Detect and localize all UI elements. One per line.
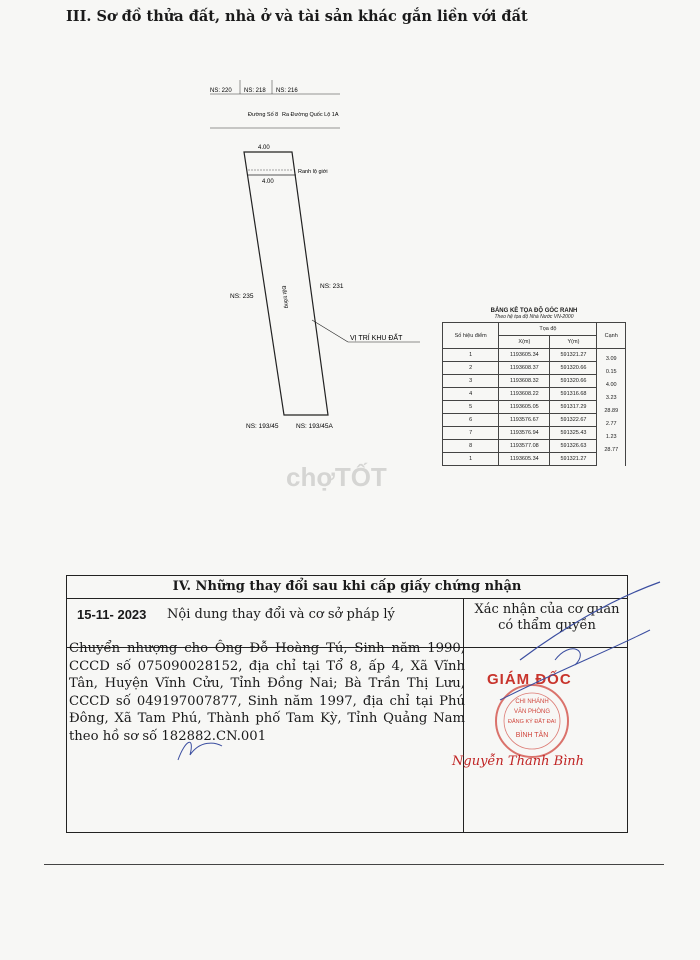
coord-cell-y: 591320.66 [550, 375, 597, 388]
coord-cell-y: 591320.66 [550, 362, 597, 375]
coord-cell-p: 2 [443, 362, 499, 375]
coord-cell-x: 1193608.37 [499, 362, 550, 375]
coord-row [443, 388, 626, 401]
coord-cell-edge: 0.15 [597, 362, 626, 375]
boundary-label: Ranh lộ giới [298, 169, 328, 175]
col-y: Y(m) [550, 336, 597, 349]
neighbor-top-2: NS: 218 [244, 88, 266, 94]
coord-cell-edge: 2.77 [597, 414, 626, 427]
coord-cell-x: 1193608.32 [499, 375, 550, 388]
coord-cell-p: 3 [443, 375, 499, 388]
bottom-right-neighbor: NS: 193/45A [296, 423, 333, 430]
location-label: VỊ TRÍ KHU ĐẤT [350, 335, 403, 342]
col-x: X(m) [499, 336, 550, 349]
coord-row [443, 440, 626, 453]
coord-row [443, 427, 626, 440]
stamp-line-4: BÌNH TÂN [515, 732, 549, 739]
coord-cell-x: 1193577.08 [499, 440, 550, 453]
coord-cell-x: 1193576.94 [499, 427, 550, 440]
coord-row [443, 414, 626, 427]
section3-title: III. Sơ đồ thửa đất, nhà ở và tài sản khác gắn liền với đất [66, 8, 528, 25]
stamp-line-2: VĂN PHÒNG [513, 709, 551, 715]
left-neighbor: NS: 235 [230, 293, 254, 300]
coord-cell-y: 591316.68 [550, 388, 597, 401]
coord-row [443, 453, 626, 466]
coord-cell-y: 591326.63 [550, 440, 597, 453]
coord-cell-edge [597, 453, 626, 466]
col-edge: Cạnh [597, 323, 626, 349]
road-direction: Ra Đường Quốc Lộ 1A [282, 112, 339, 118]
confirm-header: Xác nhận của cơ quan có thẩm quyền [474, 602, 620, 633]
coordinate-table [442, 308, 626, 466]
coord-table-title: BẢNG KÊ TỌA ĐỘ GÓC RANH [490, 308, 578, 314]
signer-name: Nguyễn Thanh Bình [452, 754, 585, 769]
stamp-title: GIÁM ĐỐC [487, 671, 572, 688]
coord-cell-p: 5 [443, 401, 499, 414]
coord-cell-p: 1 [443, 453, 499, 466]
stamp-line-3: ĐĂNG KÝ ĐẤT ĐAI [508, 719, 556, 725]
land-label: Đất trống [280, 285, 290, 309]
coord-row [443, 401, 626, 414]
coord-cell-edge: 3.23 [597, 388, 626, 401]
coord-cell-edge: 1.23 [597, 427, 626, 440]
coord-row [443, 362, 626, 375]
bottom-rule [44, 864, 664, 865]
watermark: chợTỐT [286, 462, 387, 492]
coord-cell-edge: 28.77 [597, 440, 626, 453]
parcel-outline [244, 152, 328, 415]
coord-cell-p: 1 [443, 349, 499, 362]
coord-row [443, 375, 626, 388]
col-coords: Tọa độ [499, 323, 597, 336]
coord-cell-x: 1193576.67 [499, 414, 550, 427]
coord-table-subtitle: Theo hệ tọa độ Nhà Nước VN-2000 [494, 314, 574, 320]
coord-cell-y: 591321.27 [550, 453, 597, 466]
coord-table-grid [442, 322, 626, 466]
coord-cell-edge: 28.89 [597, 401, 626, 414]
coord-cell-y: 591322.67 [550, 414, 597, 427]
coord-cell-y: 591325.43 [550, 427, 597, 440]
land-plot-diagram [200, 70, 430, 460]
signature-marks [0, 570, 700, 780]
coord-cell-x: 1193605.34 [499, 453, 550, 466]
coord-cell-p: 4 [443, 388, 499, 401]
width-inner: 4.00 [262, 179, 274, 185]
coord-cell-p: 8 [443, 440, 499, 453]
width-top: 4.00 [258, 145, 270, 151]
coord-cell-x: 1193605.34 [499, 349, 550, 362]
coord-cell-edge: 3.09 [597, 349, 626, 362]
road-label: Đường Số 8 [248, 112, 279, 118]
bottom-left-neighbor: NS: 193/45 [246, 423, 279, 430]
coord-cell-p: 6 [443, 414, 499, 427]
content-header: Nội dung thay đổi và cơ sở pháp lý [167, 607, 395, 622]
coord-cell-p: 7 [443, 427, 499, 440]
neighbor-top-3: NS: 216 [276, 88, 298, 94]
coord-cell-y: 591317.29 [550, 401, 597, 414]
coord-cell-edge: 4.00 [597, 375, 626, 388]
change-content: Chuyển nhượng cho Ông Đỗ Hoàng Tú, Sinh năm 1990, CCCD số 075090028152, địa chỉ tại Tổ 8, ấp 4, Xã Vĩnh Tân, Huyện Vĩnh Cửu, Tỉnh Đồng Nai; Bà Trần Thị Lưu, CCCD số 049197007877, Sinh năm 1997, địa chỉ tại Phú Đông, Xã Tam Phú, Thành phố Tam Kỳ, Tỉnh Quảng Nam theo hồ sơ số 182882.CN.001 [69, 641, 465, 744]
col-point: Số hiệu điểm [443, 323, 499, 349]
change-date: 15-11- 2023 [77, 607, 147, 622]
coord-cell-x: 1193605.05 [499, 401, 550, 414]
coord-cell-y: 591321.27 [550, 349, 597, 362]
neighbor-top-1: NS: 220 [210, 88, 232, 94]
right-neighbor: NS: 231 [320, 283, 344, 290]
coord-cell-x: 1193608.22 [499, 388, 550, 401]
stamp-line-1: CHI NHÁNH [515, 699, 549, 705]
coord-row [443, 349, 626, 362]
section4-title: IV. Những thay đổi sau khi cấp giấy chứng nhận [67, 576, 627, 599]
